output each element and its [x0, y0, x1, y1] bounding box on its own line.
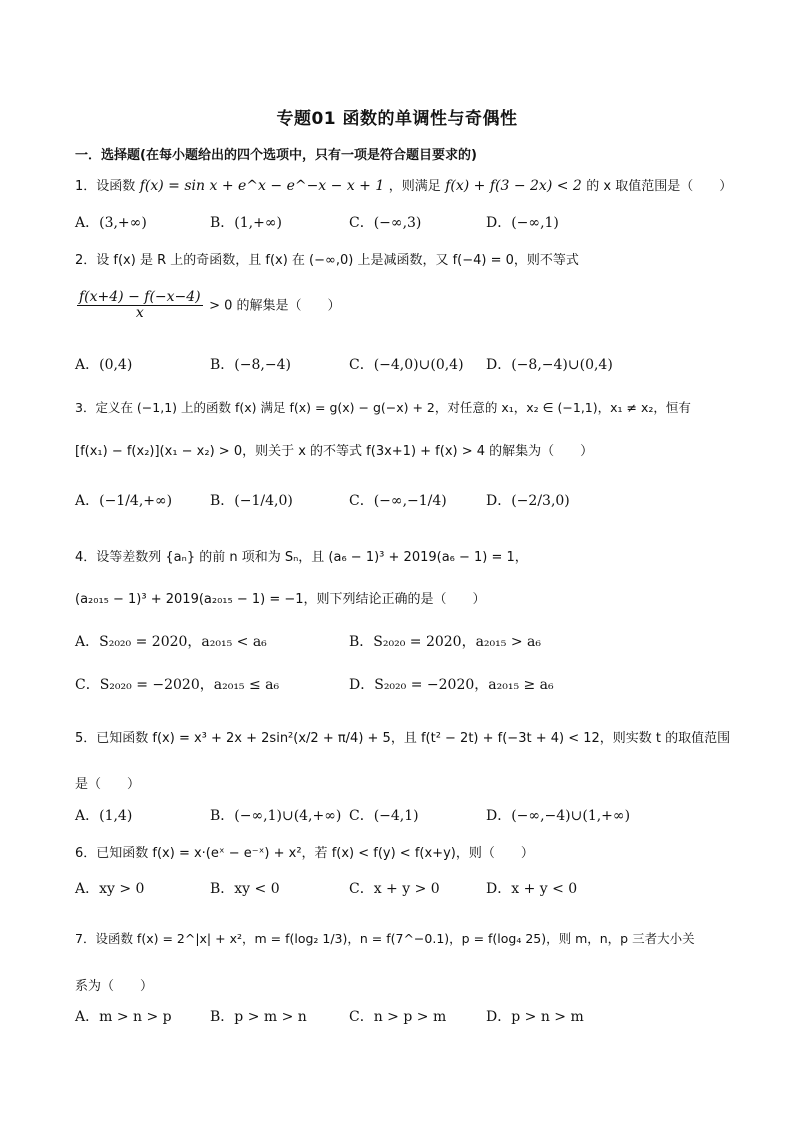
q1-option-c: C．(−∞,3): [349, 215, 422, 231]
question-4-line-1: 4．设等差数列 {aₙ} 的前 n 项和为 Sₙ，且 (a₆ − 1)³ + 2019(a₆ − 1) = 1，: [75, 550, 528, 565]
q5-option-a: A．(1,4): [75, 808, 133, 824]
q6-option-a: A．xy > 0: [75, 881, 145, 897]
q1-prefix: 1．设函数: [75, 179, 136, 194]
q1-mid: ，则满足: [388, 179, 441, 194]
q6-option-d: D．x + y < 0: [486, 881, 578, 897]
q2-fraction: [77, 290, 203, 321]
section-heading: 一．选择题(在每小题给出的四个选项中，只有一项是符合题目要求的): [75, 148, 477, 163]
q2-denominator: x: [135, 305, 144, 321]
q2-numerator: f(x+4) − f(−x−4): [79, 289, 201, 305]
q5-option-c: C．(−4,1): [349, 808, 419, 824]
q2-option-a: A．(0,4): [75, 357, 133, 373]
q2-option-b: B．(−8,−4): [210, 357, 291, 373]
q6-option-b: B．xy < 0: [210, 881, 280, 897]
q2-tail: > 0 的解集是（ ）: [209, 298, 341, 314]
question-7-line-1: 7．设函数 f(x) = 2^|x| + x²，m = f(log₂ 1/3)，n = f(7^−0.1)，p = f(log₄ 25)，则 m，n，p 三者大小关: [75, 931, 695, 946]
q3-option-c: C．(−∞,−1/4): [349, 493, 447, 509]
question-3-line-2: [f(x₁) − f(x₂)](x₁ − x₂) > 0，则关于 x 的不等式 f(3x+1) + f(x) > 4 的解集为（ ）: [75, 444, 594, 459]
question-1: [75, 175, 732, 194]
q1-option-b: B．(1,+∞): [210, 215, 282, 231]
q7-option-a: A．m > n > p: [75, 1009, 172, 1025]
q4-option-c: C．S₂₀₂₀ = −2020，a₂₀₁₅ ≤ a₆: [75, 677, 280, 693]
question-7-line-2: 系为（ ）: [75, 979, 154, 994]
q5-option-b: B．(−∞,1)∪(4,+∞): [210, 808, 342, 824]
q7-option-b: B．p > m > n: [210, 1009, 307, 1025]
q3-option-b: B．(−1/4,0): [210, 493, 293, 509]
q7-option-d: D．p > n > m: [486, 1009, 584, 1025]
q3-option-a: A．(−1/4,+∞): [75, 493, 173, 509]
q7-option-c: C．n > p > m: [349, 1009, 447, 1025]
q1-inequality: f(x) + f(3 − 2x) < 2: [445, 178, 582, 194]
question-5-line-2: 是（ ）: [75, 777, 141, 792]
q5-option-d: D．(−∞,−4)∪(1,+∞): [486, 808, 631, 824]
question-4-line-2: (a₂₀₁₅ − 1)³ + 2019(a₂₀₁₅ − 1) = −1，则下列结论正确的是（ ）: [75, 592, 486, 607]
q3-option-d: D．(−2/3,0): [486, 493, 570, 509]
q4-option-b: B．S₂₀₂₀ = 2020，a₂₀₁₅ > a₆: [349, 634, 541, 650]
question-2-line-1: 2．设 f(x) 是 R 上的奇函数，且 f(x) 在 (−∞,0) 上是减函数，又 f(−4) = 0，则不等式: [75, 253, 579, 268]
q4-option-d: D．S₂₀₂₀ = −2020，a₂₀₁₅ ≥ a₆: [349, 677, 554, 693]
q1-option-d: D．(−∞,1): [486, 215, 559, 231]
page-title: 专题01 函数的单调性与奇偶性: [276, 109, 518, 129]
q4-option-a: A．S₂₀₂₀ = 2020，a₂₀₁₅ < a₆: [75, 634, 267, 650]
q6-option-c: C．x + y > 0: [349, 881, 440, 897]
q1-option-a: A．(3,+∞): [75, 215, 147, 231]
q2-option-d: D．(−8,−4)∪(0,4): [486, 357, 613, 373]
question-3-line-1: 3．定义在 (−1,1) 上的函数 f(x) 满足 f(x) = g(x) − g(−x) + 2，对任意的 x₁，x₂ ∈ (−1,1)，x₁ ≠ x₂，恒有: [75, 400, 691, 415]
question-2-line-2: [75, 290, 341, 321]
question-6-line-1: 6．已知函数 f(x) = x·(eˣ − e⁻ˣ) + x²，若 f(x) < f(y) < f(x+y)，则（ ）: [75, 846, 534, 861]
q1-function: f(x) = sin x + e^x − e^−x − x + 1: [139, 178, 385, 194]
q1-suffix: 的 x 取值范围是（ ）: [586, 179, 733, 194]
question-5-line-1: 5．已知函数 f(x) = x³ + 2x + 2sin²(x/2 + π/4) + 5，且 f(t² − 2t) + f(−3t + 4) < 12，则实数 t 的取值范围: [75, 731, 731, 746]
q2-option-c: C．(−4,0)∪(0,4): [349, 357, 464, 373]
